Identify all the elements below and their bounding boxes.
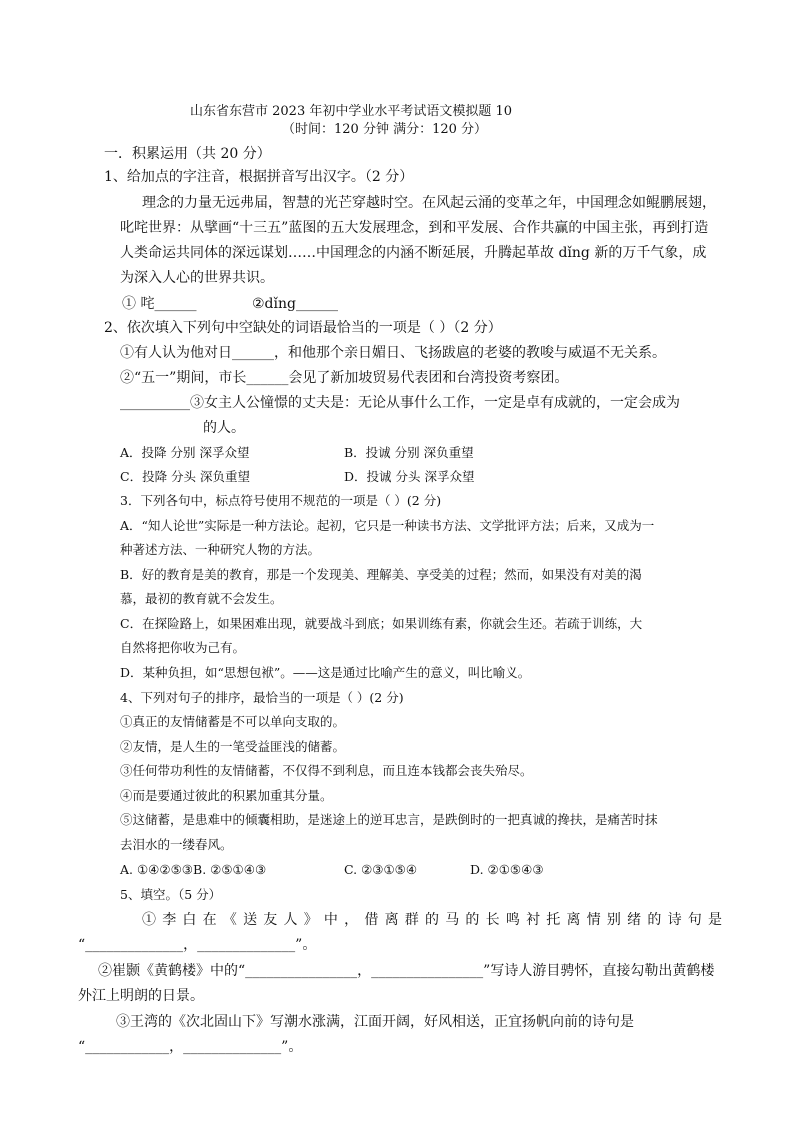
q1-passage-line: 理念的力量无远弗届，智慧的光芒穿越时空。在风起云涌的变革之年，中国理念如鲲鹏展翅， <box>142 195 716 211</box>
q4-sentence-3: ③任何带功利性的友情储蓄，不仅得不到利息，而且连本钱都会丧失殆尽。 <box>120 763 533 778</box>
q5-fill-2: ②崔颢《黄鹤楼》中的“________________，________________”写诗人游目骋怀，直接勾勒出黄鹤楼 <box>98 963 715 979</box>
q2-sentence-3-cont: 的人。 <box>203 420 245 436</box>
section-heading: 一．积累运用（共 20 分） <box>104 146 271 162</box>
q4-sentence-4: ④而是要通过彼此的积累加重其分量。 <box>120 788 333 803</box>
q2-stem: 2、依次填入下列句中空缺处的词语最恰当的一项是（ ）（2 分） <box>104 320 502 336</box>
exam-subtitle: （时间：120 分钟 满分：120 分） <box>282 122 488 137</box>
q5-fill-3-cont: “____________，______________”。 <box>78 1039 303 1055</box>
q4-option-ab: A. ①④②⑤③B. ②⑤①④③ <box>120 862 267 877</box>
q2-option-c: C．投降 分头 深负重望 <box>120 469 251 484</box>
q4-sentence-2: ②友情，是人生的一笔受益匪浅的储蓄。 <box>120 739 346 754</box>
q1-passage-line: 为深入人心的世界共识。 <box>120 270 274 286</box>
q3-option-a: A．“知人论世”实际是一种方法论。起初，它只是一种读书方法、文学批评方法；后来，又成为一 <box>120 518 655 533</box>
q3-stem: 3．下列各句中，标点符号使用不规范的一项是（ ）(2 分) <box>120 493 442 508</box>
q5-fill-1: ①李白在《送友人》中，借离群的马的长鸣衬托离情别绪的诗句是 <box>142 912 722 928</box>
q3-option-c-cont: 自然将把你收为己有。 <box>120 640 246 655</box>
q1-stem: 1、给加点的字注音，根据拼音写出汉字。（2 分） <box>104 169 414 185</box>
q2-sentence-2: ②“五一”期间，市长______会见了新加坡贸易代表团和台湾投资考察团。 <box>120 370 569 386</box>
q5-fill-1-cont: “______________，______________”。 <box>78 937 317 953</box>
q3-option-a-cont: 种著述方法、一种研究人物的方法。 <box>120 542 321 557</box>
q1-blank-2: ②dǐng______ <box>252 296 338 312</box>
q5-fill-2-cont: 外江上明朗的日景。 <box>78 988 204 1004</box>
q3-option-b-cont: 慕，最初的教育就不会发生。 <box>120 591 283 606</box>
q4-sentence-1: ①真正的友情储蓄是不可以单向支取的。 <box>120 714 346 729</box>
q4-option-d: D. ②①⑤④③ <box>470 862 544 877</box>
q1-passage-line: 人类命运共同体的深远谋划……中国理念的内涵不断延展，升腾起革故 dǐng 新的万千气象，成 <box>120 245 707 261</box>
q4-sentence-5-cont: 去泪水的一缕春风。 <box>120 837 233 852</box>
q2-option-a: A．投降 分别 深孚众望 <box>120 445 250 460</box>
q1-passage-line: 叱咤世界：从擘画“十三五”蓝图的五大发展理念，到和平发展、合作共赢的中国主张，再到打造 <box>120 220 709 236</box>
q2-option-d: D．投诚 分头 深孚众望 <box>344 469 475 484</box>
q4-sentence-5: ⑤这储蓄，是患难中的倾囊相助，是迷途上的逆耳忠言，是跌倒时的一把真诚的搀扶，是痛苦时抹 <box>120 812 658 827</box>
q3-option-b: B．好的教育是美的教育，那是一个发现美、理解美、享受美的过程；然而，如果没有对美的渴 <box>120 567 642 582</box>
q4-option-c: C. ②③①⑤④ <box>344 862 418 877</box>
q2-sentence-1: ①有人认为他对日______，和他那个亲日媚日、飞扬跋扈的老婆的教唆与威逼不无关系。 <box>120 345 666 361</box>
q2-option-b: B．投诚 分别 深负重望 <box>344 445 474 460</box>
exam-title: 山东省东营市 2023 年初中学业水平考试语文模拟题 10 <box>190 104 513 119</box>
q2-sentence-3: __________③女主人公憧憬的丈夫是：无论从事什么工作，一定是卓有成就的，一定会成为 <box>120 395 680 411</box>
q3-option-c: C．在探险路上，如果困难出现，就要战斗到底；如果训练有素，你就会生还。若疏于训练，大 <box>120 616 643 631</box>
q5-fill-3: ③王湾的《次北固山下》写潮水涨满，江面开阔，好风相送，正宜扬帆向前的诗句是 <box>116 1014 634 1030</box>
q3-option-d: D．某种负担，如“思想包袱”。——这是通过比喻产生的意义，叫比喻义。 <box>120 665 531 680</box>
q5-stem: 5、填空。（5 分） <box>120 887 222 902</box>
q4-stem: 4、下列对句子的排序，最恰当的一项是（ ）(2 分) <box>120 690 404 705</box>
q1-blank-1: ① 咤______ <box>122 296 197 312</box>
